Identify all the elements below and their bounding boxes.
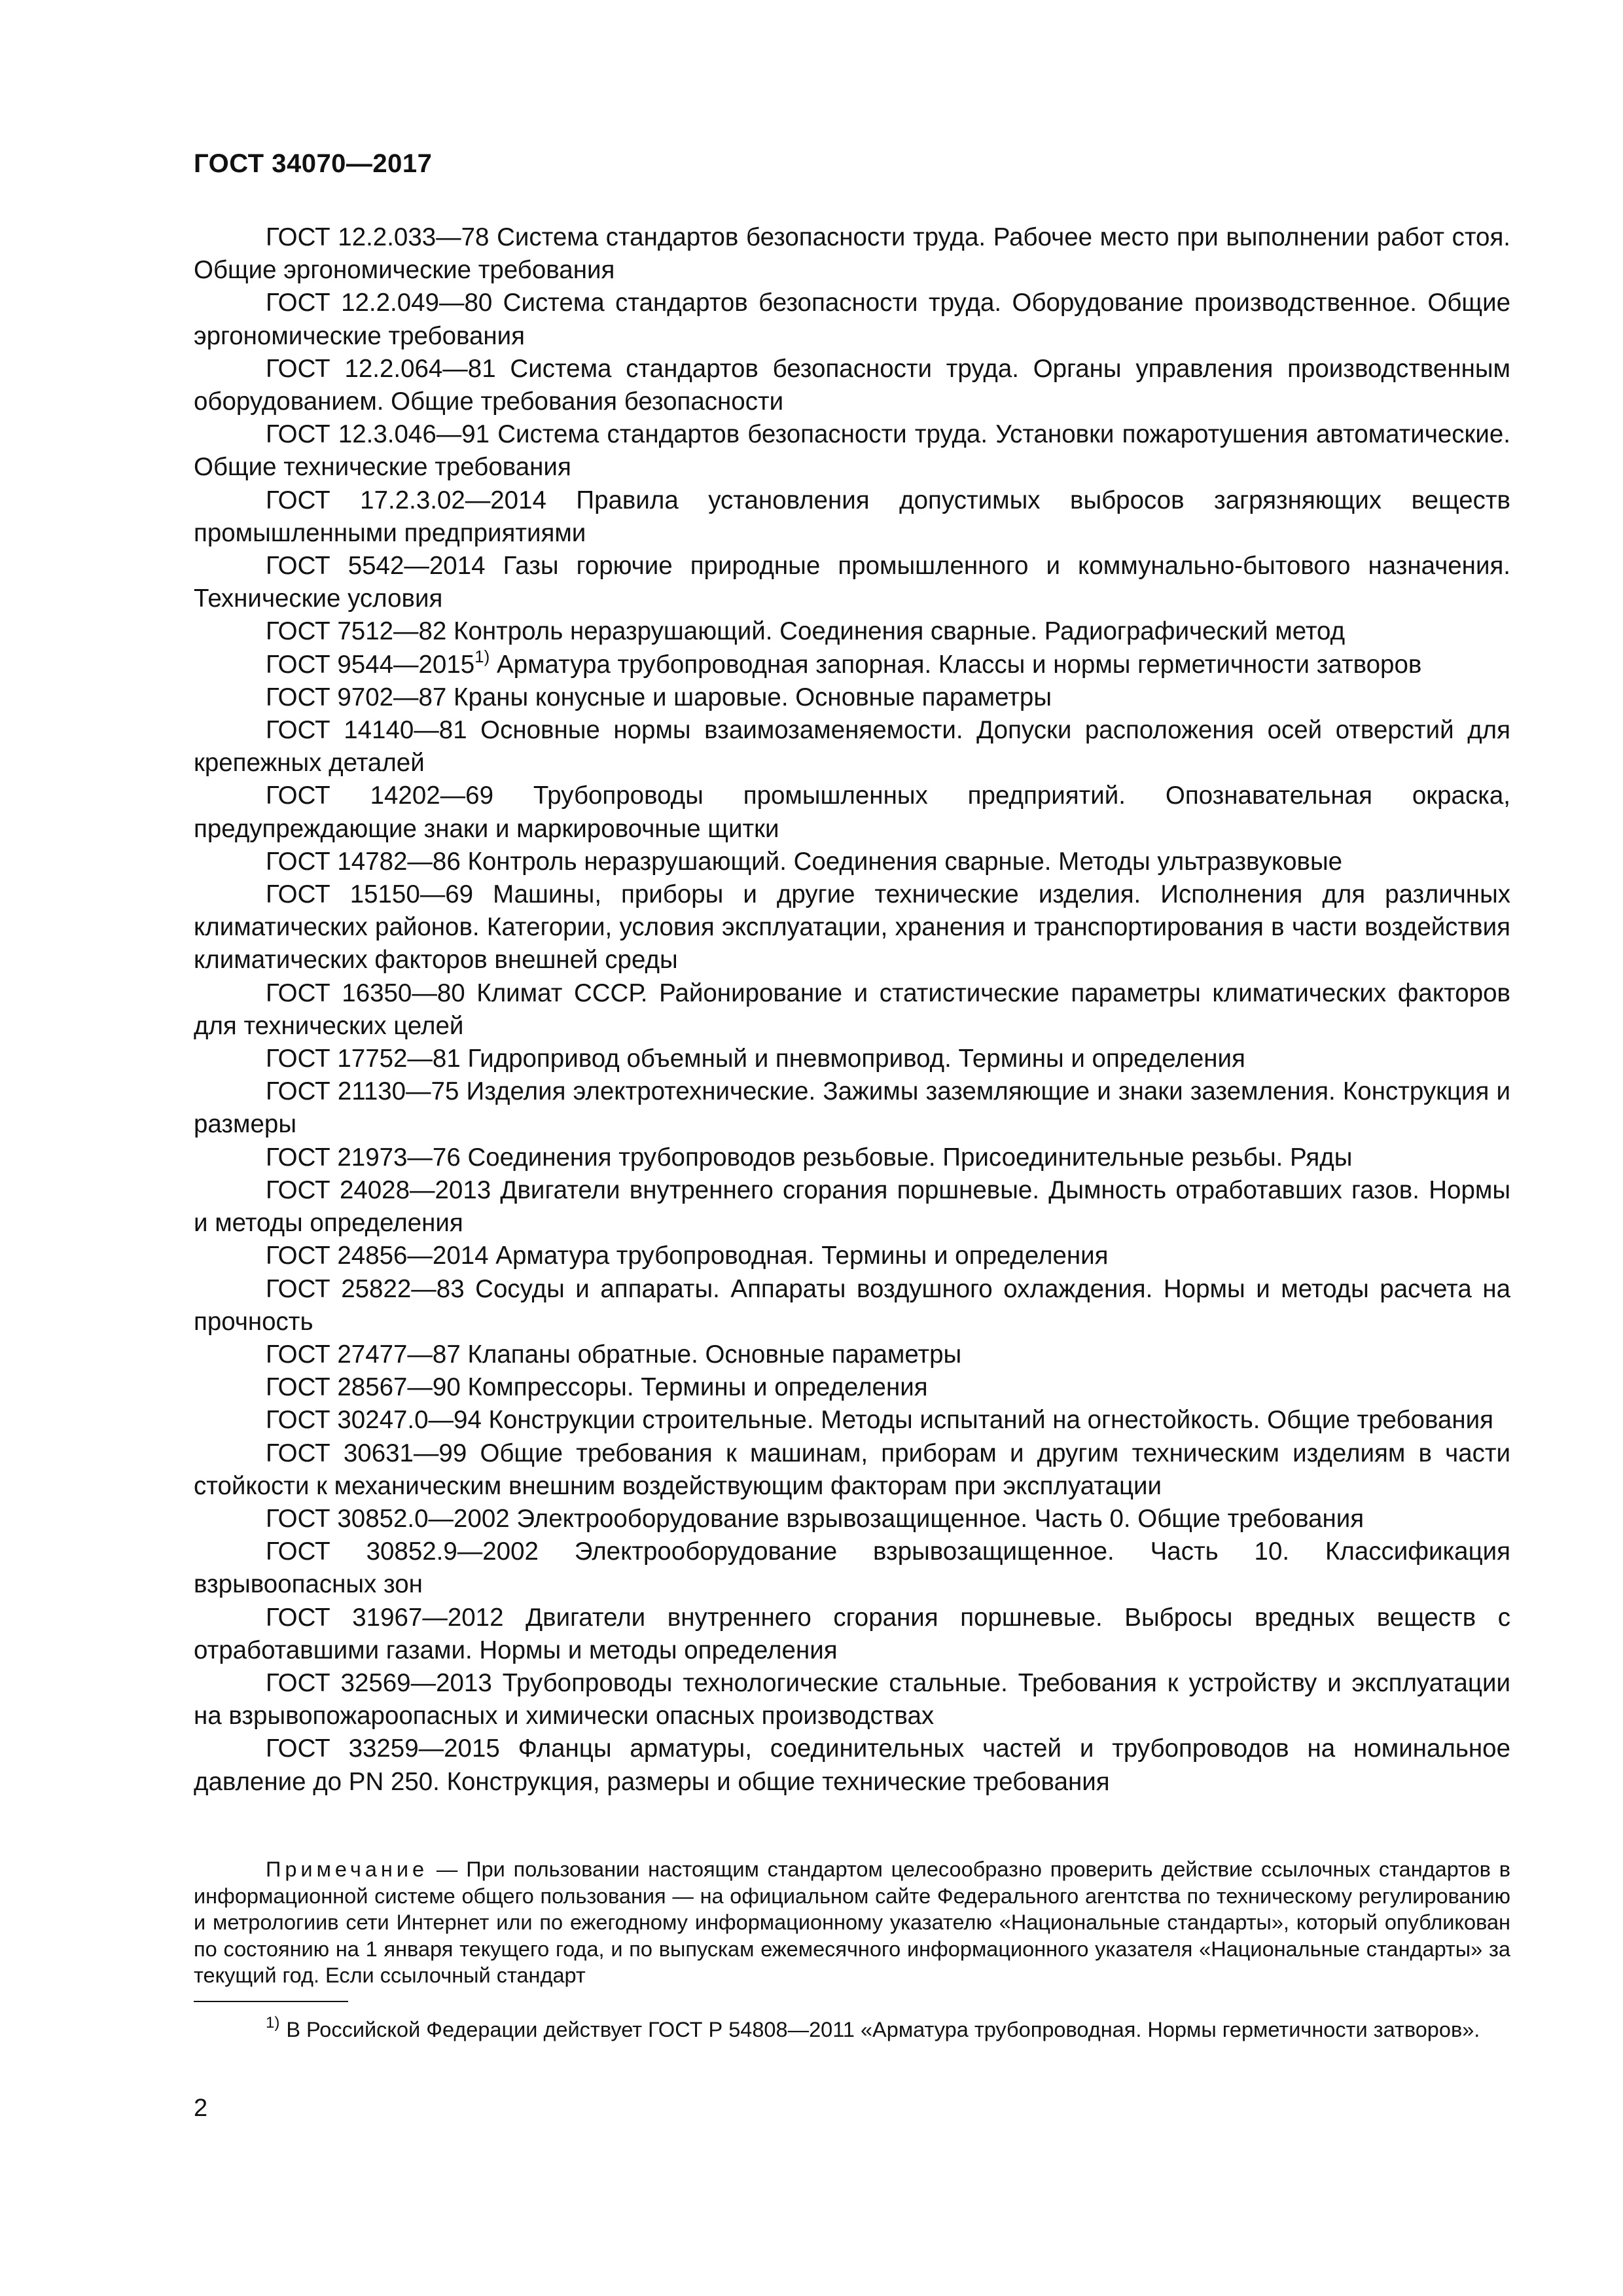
footnote-text: В Российской Федерации действует ГОСТ Р 54808—2011 «Арматура трубопроводная. Нормы герметичности затворов».	[286, 2018, 1480, 2041]
reference-item: ГОСТ 12.3.046—91 Система стандартов безопасности труда. Установки пожаротушения автоматические. Общие технические требования	[194, 420, 1510, 482]
reference-item: ГОСТ 21973—76 Соединения трубопроводов резьбовые. Присоединительные резьбы. Ряды	[266, 1143, 1353, 1172]
footnote-number: 1)	[266, 2014, 280, 2032]
reference-item-with-footnote	[194, 646, 1510, 681]
reference-code: ГОСТ 9544—2015	[266, 650, 475, 679]
reference-item: ГОСТ 12.2.033—78 Система стандартов безопасности труда. Рабочее место при выполнении работ стоя. Общие эргономические требования	[194, 223, 1510, 285]
reference-item: ГОСТ 24028—2013 Двигатели внутреннего сгорания поршневые. Дымность отработавших газов. Нормы и методы определения	[194, 1175, 1510, 1238]
page-number: 2	[194, 2094, 208, 2122]
reference-item: ГОСТ 21130—75 Изделия электротехнические. Зажимы заземляющие и знаки заземления. Конструкция и размеры	[194, 1077, 1510, 1139]
footnote	[194, 2014, 1510, 2043]
reference-item: ГОСТ 28567—90 Компрессоры. Термины и определения	[266, 1373, 928, 1402]
footnote-divider	[194, 2001, 348, 2002]
reference-item: ГОСТ 33259—2015 Фланцы арматуры, соединительных частей и трубопроводов на номинальное давление до PN 250. Конструкция, размеры и общие технические требования	[194, 1734, 1510, 1796]
reference-item: ГОСТ 30631—99 Общие требования к машинам, приборам и другим техническим изделиям в части стойкости к механическим внешним воздействующим факторам при эксплуатации	[194, 1439, 1510, 1500]
note-text: — При пользовании настоящим стандартом целесообразно проверить действие ссылочных стандартов в информационной системе общего пользования — на официальном сайте Федерального агентства по техническому регулированию и метрологиив сети Интернет или по ежегодному информационному указателю «Национальные стандарты», который опубликован по состоянию на 1 января текущего года, и по выпускам ежемесячного информационного указателя «Национальные стандарты» за текущий год. Если ссылочный стандарт	[194, 1857, 1510, 1988]
reference-item: ГОСТ 27477—87 Клапаны обратные. Основные параметры	[266, 1340, 962, 1369]
reference-item: ГОСТ 7512—82 Контроль неразрушающий. Соединения сварные. Радиографический метод	[266, 617, 1346, 646]
normative-references-list	[194, 221, 1510, 1799]
reference-item: ГОСТ 14202—69 Трубопроводы промышленных предприятий. Опознавательная окраска, предупреждающие знаки и маркировочные щитки	[194, 781, 1510, 843]
reference-item: ГОСТ 32569—2013 Трубопроводы технологические стальные. Требования к устройству и эксплуатации на взрывопожароопасных и химически опасных производствах	[194, 1668, 1510, 1731]
reference-item: ГОСТ 5542—2014 Газы горючие природные промышленного и коммунально-бытового назначения. Технические условия	[194, 552, 1510, 613]
reference-item: ГОСТ 15150—69 Машины, приборы и другие технические изделия. Исполнения для различных климатических районов. Категории, условия эксплуатации, хранения и транспортирования в части воздействия климатических факторов внешней среды	[194, 880, 1510, 975]
reference-item: ГОСТ 17.2.3.02—2014 Правила установления допустимых выбросов загрязняющих веществ промышленными предприятиями	[194, 486, 1510, 547]
reference-item: ГОСТ 25822—83 Сосуды и аппараты. Аппараты воздушного охлаждения. Нормы и методы расчета на прочность	[194, 1274, 1510, 1336]
reference-item: ГОСТ 30852.9—2002 Электрооборудование взрывозащищенное. Часть 10. Классификация взрывоопасных зон	[194, 1537, 1510, 1599]
reference-item: ГОСТ 16350—80 Климат СССР. Районирование и статистические параметры климатических факторов для технических целей	[194, 978, 1510, 1040]
reference-item: ГОСТ 12.2.064—81 Система стандартов безопасности труда. Органы управления производственным оборудованием. Общие требования безопасности	[194, 354, 1510, 416]
note-label: Примечание	[266, 1857, 429, 1881]
reference-item: ГОСТ 17752—81 Гидропривод объемный и пневмопривод. Термины и определения	[266, 1045, 1245, 1073]
reference-item: ГОСТ 9702—87 Краны конусные и шаровые. Основные параметры	[266, 683, 1052, 711]
reference-item: ГОСТ 24856—2014 Арматура трубопроводная. Термины и определения	[266, 1242, 1109, 1270]
reference-item: ГОСТ 14140—81 Основные нормы взаимозаменяемости. Допуски расположения осей отверстий для крепежных деталей	[194, 716, 1510, 778]
page-header-title: ГОСТ 34070—2017	[194, 149, 433, 178]
reference-item: ГОСТ 30247.0—94 Конструкции строительные. Методы испытаний на огнестойкость. Общие требования	[266, 1406, 1493, 1435]
reference-item: ГОСТ 31967—2012 Двигатели внутреннего сгорания поршневые. Выбросы вредных веществ с отработавшими газами. Нормы и методы определения	[194, 1603, 1510, 1664]
reference-title: Арматура трубопроводная запорная. Классы и нормы герметичности затворов	[490, 650, 1422, 679]
reference-item: ГОСТ 12.2.049—80 Система стандартов безопасности труда. Оборудование производственное. Общие эргономические требования	[194, 289, 1510, 350]
footnote-marker: 1)	[474, 646, 490, 666]
reference-item: ГОСТ 14782—86 Контроль неразрушающий. Соединения сварные. Методы ультразвуковые	[266, 847, 1343, 876]
reference-item: ГОСТ 30852.0—2002 Электрооборудование взрывозащищенное. Часть 0. Общие требования	[266, 1504, 1364, 1533]
note-paragraph	[194, 1856, 1510, 1989]
